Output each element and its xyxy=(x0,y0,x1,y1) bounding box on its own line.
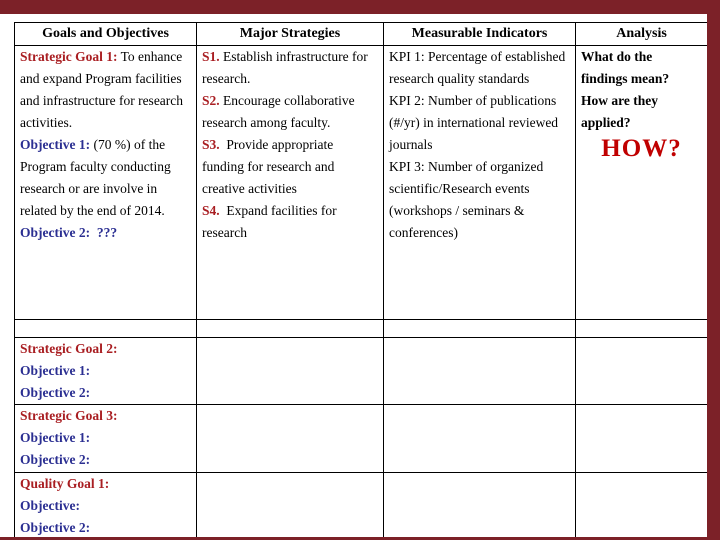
cell-spacer-3 xyxy=(384,320,576,338)
kpi-2-text: Number of publications (#/yr) in international reviewed journals xyxy=(389,93,562,152)
goal3-objective-1 xyxy=(20,427,191,449)
kpi-3 xyxy=(389,156,570,244)
objective-2-label: Objective 2: xyxy=(20,225,91,240)
strategy-s2-text: Encourage collaborative research among faculty. xyxy=(202,93,358,130)
strategic-goal-1 xyxy=(20,46,191,134)
kpi-2 xyxy=(389,90,570,156)
cell-quality-goal1-indicators xyxy=(384,473,576,540)
strategic-goal-1-text: To enhance and expand Program facilities and infrastructure for research activities. xyxy=(20,49,187,130)
goal2-objective-1-text: Objective 1: xyxy=(20,363,91,378)
kpi-1-label: KPI 1: xyxy=(389,49,425,64)
strategy-s4 xyxy=(202,200,378,244)
strategy-s1-label: S1. xyxy=(202,49,220,64)
col-header-goals-objectives: Goals and Objectives xyxy=(15,23,197,46)
quality-goal1-objective-2-text: Objective 2: xyxy=(20,520,91,535)
strategy-s4-text: Expand facilities for research xyxy=(202,203,340,240)
table-header-row xyxy=(15,23,708,46)
strategic-goal-2-label xyxy=(20,338,191,360)
strategy-s1-text: Establish infrastructure for research. xyxy=(202,49,372,86)
kpi-1 xyxy=(389,46,570,90)
cell-quality-goal-1 xyxy=(15,473,197,540)
strategic-goal-3-label xyxy=(20,405,191,427)
strategic-goal-3-label-text: Strategic Goal 3: xyxy=(20,408,118,423)
kpi-3-label: KPI 3: xyxy=(389,159,425,174)
analysis-how-text: HOW? xyxy=(601,135,682,162)
col-header-major-strategies: Major Strategies xyxy=(197,23,384,46)
col-header-measurable-indicators: Measurable Indicators xyxy=(384,23,576,46)
cell-analysis xyxy=(576,46,708,320)
strategic-goal-1-label: Strategic Goal 1: xyxy=(20,49,118,64)
quality-goal1-objective-text: Objective: xyxy=(20,498,80,513)
cell-quality-goal1-analysis xyxy=(576,473,708,540)
goals-strategies-table xyxy=(14,22,708,540)
objective-1-text: (70 %) of the Program faculty conducting research or are involve in related by the end of 2014. xyxy=(20,137,175,218)
table-row-goal3 xyxy=(15,405,708,473)
strategy-s4-label: S4. xyxy=(202,203,220,218)
objective-2 xyxy=(20,222,191,244)
goal2-objective-1 xyxy=(20,360,191,382)
quality-goal1-objective-2 xyxy=(20,517,191,539)
goal3-objective-1-text: Objective 1: xyxy=(20,430,91,445)
table-row-goal2 xyxy=(15,338,708,405)
cell-major-strategies xyxy=(197,46,384,320)
cell-goal2-analysis xyxy=(576,338,708,405)
col-header-analysis: Analysis xyxy=(576,23,708,46)
kpi-1-text: Percentage of established research quality standards xyxy=(389,49,569,86)
table-row-spacer xyxy=(15,320,708,338)
cell-goal3-indicators xyxy=(384,405,576,473)
cell-goal2-strategies xyxy=(197,338,384,405)
strategy-s3 xyxy=(202,134,378,200)
objective-1-label: Objective 1: xyxy=(20,137,91,152)
cell-strategic-goal-3 xyxy=(15,405,197,473)
quality-goal-1-label xyxy=(20,473,191,495)
analysis-question-1: What do the findings mean? xyxy=(581,49,670,86)
cell-spacer-2 xyxy=(197,320,384,338)
table-row-goal1 xyxy=(15,46,708,320)
strategy-s3-label: S3. xyxy=(202,137,220,152)
cell-goal3-analysis xyxy=(576,405,708,473)
strategic-goal-2-label-text: Strategic Goal 2: xyxy=(20,341,118,356)
objective-2-text: ??? xyxy=(90,225,118,240)
cell-spacer-1 xyxy=(15,320,197,338)
quality-goal-1-label-text: Quality Goal 1: xyxy=(20,476,110,491)
goal3-objective-2-text: Objective 2: xyxy=(20,452,91,467)
cell-strategic-goal-2 xyxy=(15,338,197,405)
kpi-2-label: KPI 2: xyxy=(389,93,425,108)
cell-measurable-indicators xyxy=(384,46,576,320)
goal3-objective-2 xyxy=(20,449,191,471)
cell-goal2-indicators xyxy=(384,338,576,405)
objective-1 xyxy=(20,134,191,222)
slide-border-right xyxy=(707,0,720,540)
goal2-objective-2-text: Objective 2: xyxy=(20,385,91,400)
strategy-s2-label: S2. xyxy=(202,93,220,108)
slide-border-top xyxy=(0,0,720,14)
table-row-quality-goal1 xyxy=(15,473,708,540)
strategy-s1 xyxy=(202,46,378,90)
cell-spacer-4 xyxy=(576,320,708,338)
goal2-objective-2 xyxy=(20,382,191,404)
cell-quality-goal1-strategies xyxy=(197,473,384,540)
kpi-3-text: Number of organized scientific/Research events (workshops / seminars & conferences) xyxy=(389,159,547,240)
strategy-s3-text: Provide appropriate funding for research and creative activities xyxy=(202,137,338,196)
cell-goal3-strategies xyxy=(197,405,384,473)
cell-strategic-goal-1 xyxy=(15,46,197,320)
quality-goal1-objective xyxy=(20,495,191,517)
strategy-s2 xyxy=(202,90,378,134)
analysis-question-2: How are they applied? xyxy=(581,93,658,130)
